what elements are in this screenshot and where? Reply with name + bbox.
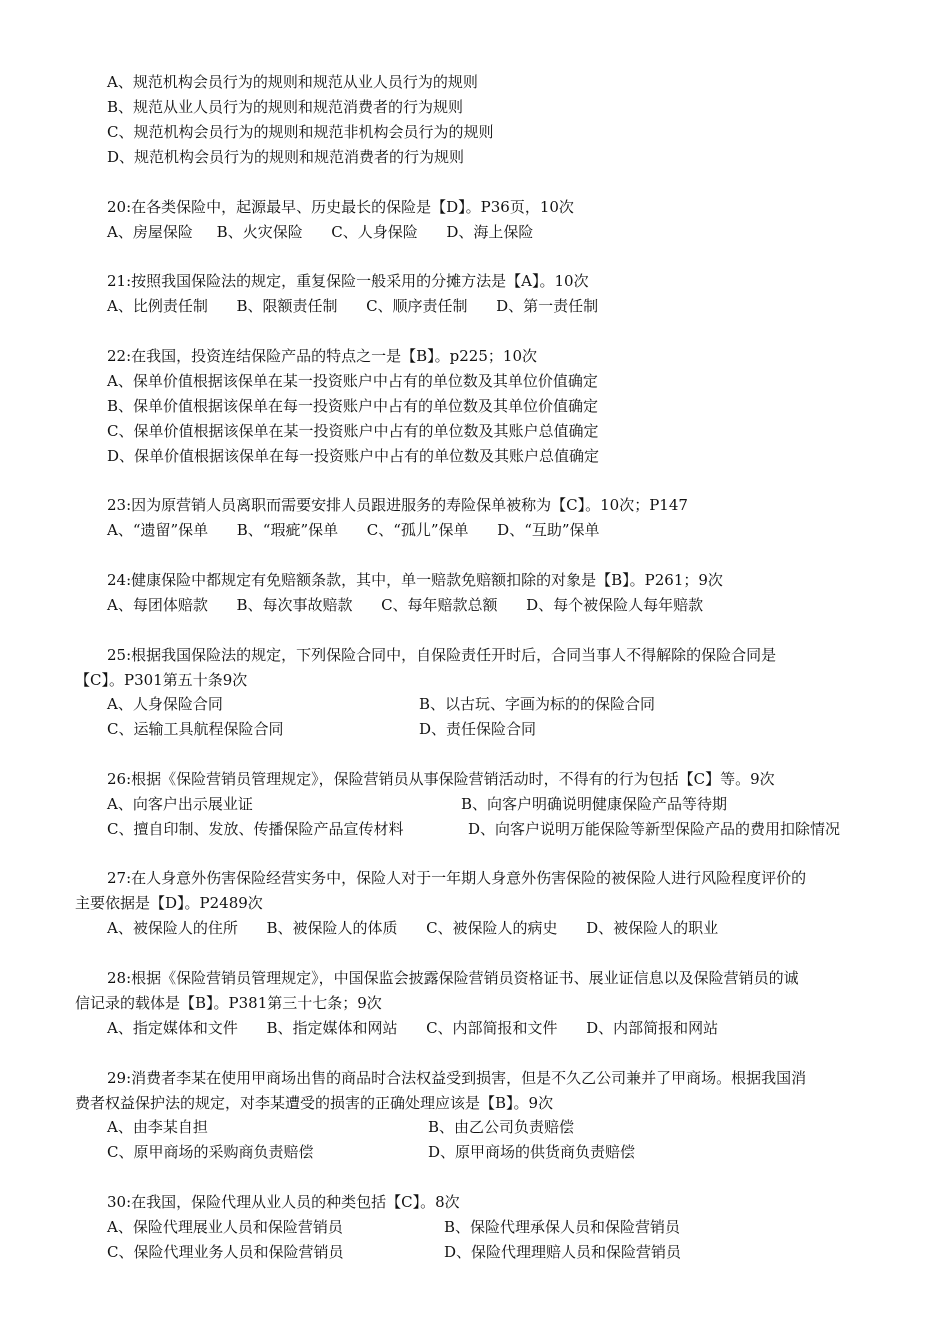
question-25-option-a: A、人身保险合同 [107, 695, 223, 713]
question-29-option-b: B、由乙公司负责赔偿 [428, 1118, 575, 1136]
question-27-stem-line1: 27:在人身意外伤害保险经营实务中，保险人对于一年期人身意外伤害保险的被保险人进行风险程度评价的 [107, 869, 807, 887]
question-29-stem-line2: 费者权益保护法的规定，对李某遭受的损害的正确处理应该是【B】。9次 [75, 1094, 554, 1112]
question-23-options: A、“遗留”保单 B、“瑕疵”保单 C、“孤儿”保单 D、“互助”保单 [107, 521, 600, 539]
question-22-option-a: A、保单价值根据该保单在某一投资账户中占有的单位数及其单位价值确定 [107, 372, 598, 390]
question-22-option-c: C、保单价值根据该保单在某一投资账户中占有的单位数及其账户总值确定 [107, 422, 599, 440]
question-22-option-d: D、保单价值根据该保单在每一投资账户中占有的单位数及其账户总值确定 [107, 447, 600, 465]
question-29-option-d: D、原甲商场的供货商负责赔偿 [428, 1143, 636, 1161]
question-28-stem-line1: 28:根据《保险营销员管理规定》，中国保监会披露保险营销员资格证书、展业证信息以及保险营销员的诚 [107, 969, 799, 987]
question-21-stem: 21:按照我国保险法的规定，重复保险一般采用的分摊方法是【A】。10次 [107, 272, 589, 290]
question-25-option-c: C、运输工具航程保险合同 [107, 720, 284, 738]
question-30-option-a: A、保险代理展业人员和保险营销员 [107, 1218, 343, 1236]
option-a: A、规范机构会员行为的规则和规范从业人员行为的规则 [107, 73, 478, 91]
question-29-stem-line1: 29:消费者李某在使用甲商场出售的商品时合法权益受到损害，但是不久乙公司兼并了甲商场。根据我国消 [107, 1069, 807, 1087]
option-d: D、规范机构会员行为的规则和规范消费者的行为规则 [107, 148, 465, 166]
question-25-option-d: D、责任保险合同 [419, 720, 537, 738]
question-22-stem: 22:在我国，投资连结保险产品的特点之一是【B】。p225；10次 [107, 347, 537, 365]
question-20-options: A、房屋保险 B、火灾保险 C、人身保险 D、海上保险 [107, 223, 534, 241]
question-26-option-a: A、向客户出示展业证 [107, 795, 253, 813]
question-21-options: A、比例责任制 B、限额责任制 C、顺序责任制 D、第一责任制 [107, 297, 599, 315]
question-25-stem-line2: 【C】。P301第五十条9次 [75, 671, 248, 689]
question-30-option-c: C、保险代理业务人员和保险营销员 [107, 1243, 344, 1261]
question-30-stem: 30:在我国，保险代理从业人员的种类包括【C】。8次 [107, 1193, 460, 1211]
option-b: B、规范从业人员行为的规则和规范消费者的行为规则 [107, 98, 464, 116]
question-29-option-c: C、原甲商场的采购商负责赔偿 [107, 1143, 314, 1161]
question-26-option-c: C、擅自印制、发放、传播保险产品宣传材料 [107, 820, 404, 838]
question-26-stem: 26:根据《保险营销员管理规定》，保险营销员从事保险营销活动时，不得有的行为包括【C】等。9次 [107, 770, 775, 788]
question-20-stem: 20:在各类保险中，起源最早、历史最长的保险是【D】。P36页，10次 [107, 198, 574, 216]
question-26-option-b: B、向客户明确说明健康保险产品等待期 [461, 795, 728, 813]
question-27-stem-line2: 主要依据是【D】。P2489次 [75, 894, 263, 912]
option-c: C、规范机构会员行为的规则和规范非机构会员行为的规则 [107, 123, 494, 141]
question-29-option-a: A、由李某自担 [107, 1118, 208, 1136]
question-28-options: A、指定媒体和文件 B、指定媒体和网站 C、内部简报和文件 D、内部简报和网站 [107, 1019, 719, 1037]
question-30-option-d: D、保险代理理赔人员和保险营销员 [444, 1243, 682, 1261]
question-22-option-b: B、保单价值根据该保单在每一投资账户中占有的单位数及其单位价值确定 [107, 397, 599, 415]
question-26-option-d: D、向客户说明万能保险等新型保险产品的费用扣除情况 [468, 820, 841, 838]
question-24-options: A、每团体赔款 B、每次事故赔款 C、每年赔款总额 D、每个被保险人每年赔款 [107, 596, 704, 614]
question-25-stem-line1: 25:根据我国保险法的规定，下列保险合同中，自保险责任开时后，合同当事人不得解除的保险合同是 [107, 646, 777, 664]
question-23-stem: 23:因为原营销人员离职而需要安排人员跟进服务的寿险保单被称为【C】。10次；P147 [107, 496, 688, 514]
question-25-option-b: B、以古玩、字画为标的的保险合同 [419, 695, 656, 713]
question-27-options: A、被保险人的住所 B、被保险人的体质 C、被保险人的病史 D、被保险人的职业 [107, 919, 719, 937]
question-30-option-b: B、保险代理承保人员和保险营销员 [444, 1218, 681, 1236]
question-28-stem-line2: 信记录的载体是【B】。P381第三十七条；9次 [75, 994, 382, 1012]
question-24-stem: 24:健康保险中都规定有免赔额条款，其中，单一赔款免赔额扣除的对象是【B】。P261；9次 [107, 571, 723, 589]
